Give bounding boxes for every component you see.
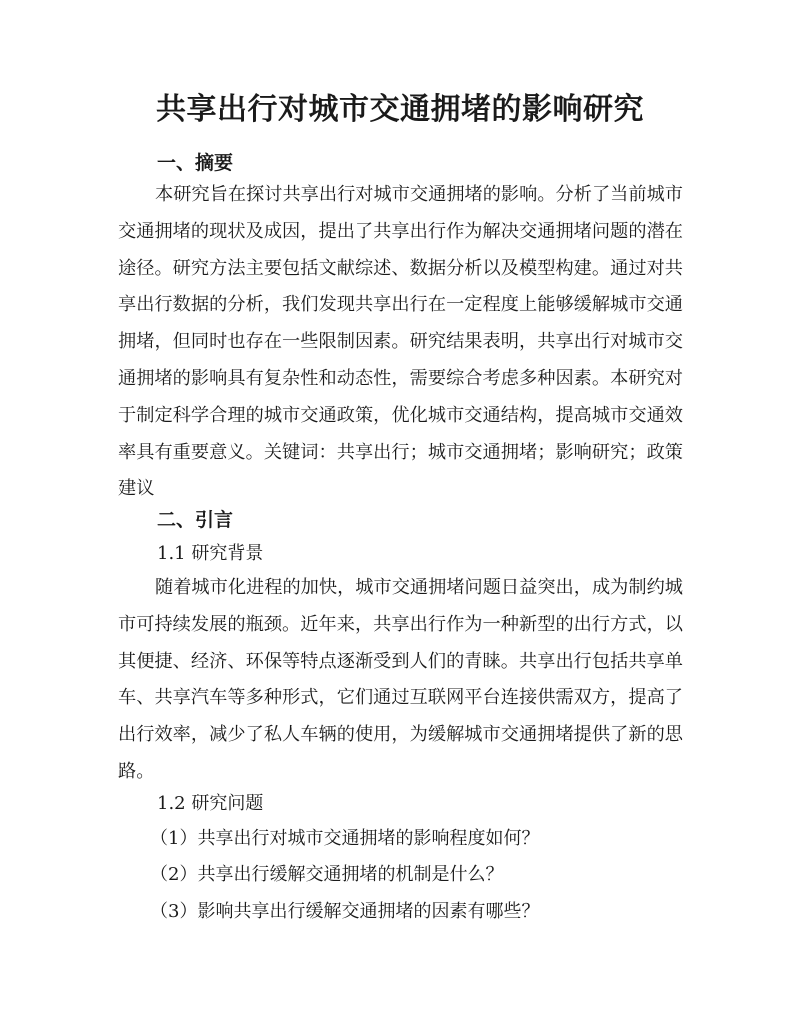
background-subheading: 1.1 研究背景 [157,543,264,564]
document-title: 共享出行对城市交通拥堵的影响研究 [156,92,644,127]
background-paragraph: 随着城市化进程的加快，城市交通拥堵问题日益突出，成为制约城市可持续发展的瓶颈。近年来，共享出行作为一种新型的出行方式，以其便捷、经济、环保等特点逐渐受到人们的青睐。共享出行包括共享单车、共享汽车等多种形式，它们通过互联网平台连接供需双方，提高了出行效率，减少了私人车辆的使用，为缓解城市交通拥堵提供了新的思路。 [118,577,683,782]
introduction-heading: 二、引言 [157,509,234,531]
abstract-heading: 一、摘要 [157,152,234,174]
question-item: （2）共享出行缓解交通拥堵的机制是什么？ [150,864,504,885]
abstract-paragraph: 本研究旨在探讨共享出行对城市交通拥堵的影响。分析了当前城市交通拥堵的现状及成因，提出了共享出行作为解决交通拥堵问题的潜在途径。研究方法主要包括文献综述、数据分析以及模型构建。通过对共享出行数据的分析，我们发现共享出行在一定程度上能够缓解城市交通拥堵，但同时也存在一些限制因素。研究结果表明，共享出行对城市交通拥堵的影响具有复杂性和动态性，需要综合考虑多种因素。本研究对于制定科学合理的城市交通政策，优化城市交通结构，提高城市交通效率具有重要意义。关键词：共享出行；城市交通拥堵；影响研究；政策建议 [118,184,683,500]
question-item: （3）影响共享出行缓解交通拥堵的因素有哪些？ [150,901,540,922]
question-item: （1）共享出行对城市交通拥堵的影响程度如何？ [150,828,540,849]
questions-subheading: 1.2 研究问题 [157,793,264,814]
